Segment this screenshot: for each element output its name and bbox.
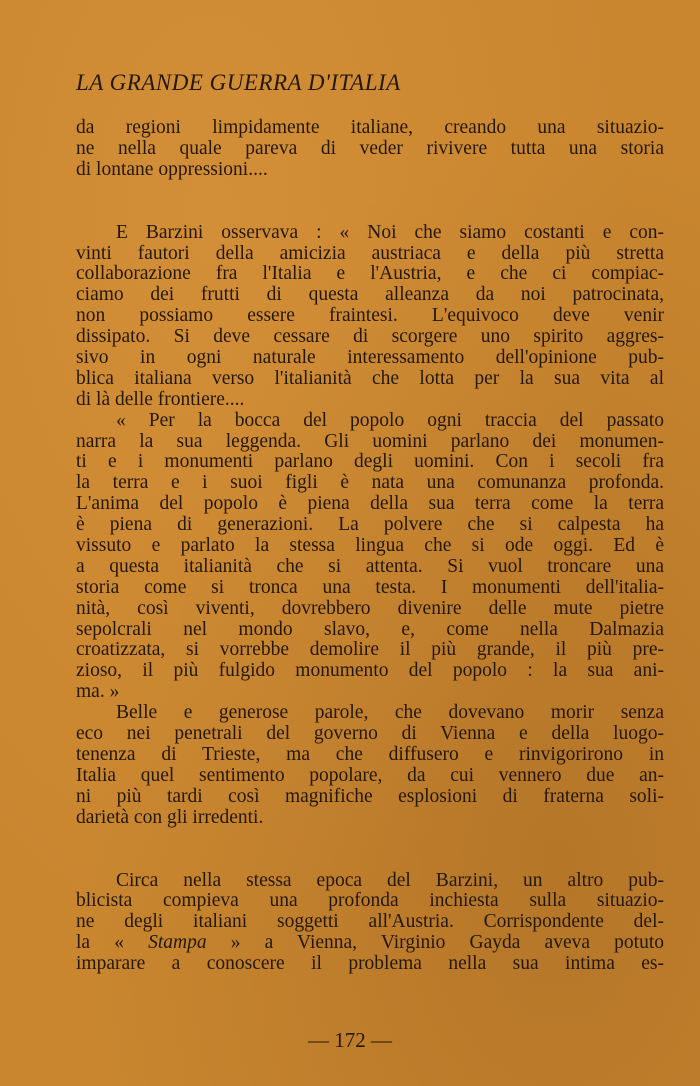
text-line: eco nei penetrali del governo di Vienna e della luogo- (76, 724, 664, 745)
text-line: nità, così viventi, dovrebbero divenire delle mute pietre (76, 598, 664, 619)
paragraph-2 (76, 223, 664, 411)
text-line: è piena di generazioni. La polvere che si calpesta ha (76, 515, 664, 536)
newspaper-title: Stampa (148, 933, 207, 954)
text-line: di lontane oppressioni.... (76, 159, 268, 180)
text-line: ne nella quale pareva di veder rivivere tutta una storia (76, 138, 664, 159)
text-line: storia come si tronca una testa. I monumenti dell'italia- (76, 577, 664, 598)
page-body (76, 118, 664, 975)
text-line: blica italiana verso l'italianità che lotta per la sua vita al (76, 368, 664, 389)
text-line: darietà con gli irredenti. (76, 807, 264, 828)
text-line: vinti fautori della amicizia austriaca e della più stretta (76, 243, 664, 264)
paragraph-5 (76, 871, 664, 975)
text-line: sepolcrali nel mondo slavo, e, come nella Dalmazia (76, 619, 664, 640)
paragraph-4 (76, 703, 664, 828)
text-line: da regioni limpidamente italiane, creando una situazio- (76, 118, 664, 138)
text-line: la terra e i suoi figli è nata una comunanza profonda. (76, 473, 664, 494)
text-line: L'anima del popolo è piena della sua terra come la terra (76, 494, 664, 515)
text-line: ni più tardi così magnifiche esplosioni di fraterna soli- (76, 786, 664, 807)
text-line: E Barzini osservava : « Noi che siamo costanti e con- (116, 222, 664, 243)
text-line: blicista compieva una profonda inchiesta sulla situazio- (76, 891, 664, 912)
text-line: a questa italianità che si attenta. Si vuol troncare una (76, 556, 664, 577)
running-head: LA GRANDE GUERRA D'ITALIA (76, 70, 401, 95)
text-line: narra la sua leggenda. Gli uomini parlano dei monumen- (76, 431, 664, 452)
text-line: non possiamo essere fraintesi. L'equivoco deve venir (76, 306, 664, 327)
text-line: collaborazione fra l'Italia e l'Austria, e che ci compiac- (76, 264, 664, 285)
text-line: ciamo dei frutti di questa alleanza da noi patrocinata, (76, 285, 664, 306)
text-line: di là delle frontiere.... (76, 389, 245, 410)
text-line: ti e i monumenti parlano degli uomini. Con i secoli fra (76, 452, 664, 473)
text-line: imparare a conoscere il problema nella sua intima es- (76, 954, 664, 975)
text-line: sivo in ogni naturale interessamento dell'opinione pub- (76, 348, 664, 369)
page-number: — 172 — (308, 1028, 392, 1052)
text-line: « Per la bocca del popolo ogni traccia del passato (116, 410, 664, 431)
paragraph-gap (76, 829, 664, 871)
text-line: croatizzata, si vorrebbe demolire il più grande, il più pre- (76, 640, 664, 661)
text-line: dissipato. Si deve cessare di scorgere uno spirito aggres- (76, 327, 664, 348)
text-line: tenenza di Trieste, ma che diffusero e rinvigorirono in (76, 744, 664, 765)
text-line: zioso, il più fulgido monumento del popolo : la sua ani- (76, 661, 664, 682)
paragraph-gap (76, 181, 664, 223)
paragraph-1 (76, 118, 664, 181)
paragraph-3 (76, 411, 664, 703)
text-line: la « Stampa » a Vienna, Virginio Gayda aveva potuto (76, 933, 664, 954)
text-line: Circa nella stessa epoca del Barzini, un altro pub- (116, 870, 664, 891)
text-line: ma. » (76, 682, 120, 703)
text-line: Italia quel sentimento popolare, da cui vennero due an- (76, 765, 664, 786)
text-line: vissuto e parlato la stessa lingua che si ode oggi. Ed è (76, 536, 664, 557)
text-line: ne degli italiani soggetti all'Austria. Corrispondente del- (76, 912, 664, 933)
text-line: Belle e generose parole, che dovevano morir senza (116, 703, 664, 724)
